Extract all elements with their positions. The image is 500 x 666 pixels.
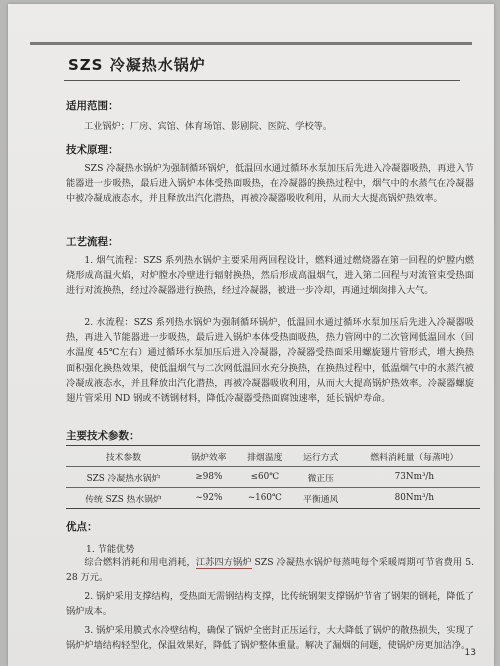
page-title: SZS 冷凝热水锅炉 <box>68 56 206 74</box>
process-item-2: 2. 水流程：SZS 系列热水锅炉为强制循环锅炉，低温回水通过循环水泵加压后先进入冷凝器吸热，再进入节能器进一步吸热，最后进入锅炉本体受热面吸热，热力管网中的二次管网低温回水（回水温度 45℃左右）通过循环水泵加压后进入冷凝器，冷凝器受热面采用螺旋翅片管形式，增大换热面积强化换热效果，使低温烟气与二次网低温回水充分换热，在换热过程中，低温烟气中的水蒸汽被冷凝成液态水，并且释放出汽化潜热，再被冷凝器吸收利用，从而大大提高锅炉热效率。冷凝器螺旋翅片管采用 ND 钢或不锈钢材料，降低冷凝器受热面腐蚀速率，延长锅炉寿命。 <box>66 317 474 405</box>
table-cell: 80Nm³/h <box>349 488 480 509</box>
advantage-1-title: 1. 节能优势 <box>86 544 135 555</box>
col-header: 运行方式 <box>293 446 349 467</box>
advantage-3-text: 3. 锅炉采用膜式水冷壁结构，确保了锅炉全密封正压运行，大大降低了锅炉的散热损失，实现了锅炉炉墙结构轻型化，保温效果好，降低了锅炉整体重量。解决了漏烟的问题，使锅炉房更加洁净。 <box>66 625 474 652</box>
table-row <box>66 467 480 488</box>
advantage-2-text: 2. 锅炉采用支撑结构，受热面无需钢结构支撑，比传统钢架支撑锅炉节省了钢架的钢耗，降低了锅炉成本。 <box>66 591 474 618</box>
params-heading: 主要技术参数： <box>66 430 140 442</box>
table-cell: 平衡通风 <box>293 488 349 509</box>
col-header: 锅炉效率 <box>181 446 237 467</box>
table-cell: ~92% <box>181 488 237 509</box>
scope-text: 工业锅炉；厂房、宾馆、体育场馆、影剧院、医院、学校等。 <box>84 121 333 132</box>
advantage-1-text-b: SZS 冷凝热水锅炉每蒸吨每个采暖周期可节省费用 5. 28 万元。 <box>66 557 475 584</box>
advantage-1-text-a: 综合燃料消耗和用电消耗， <box>84 557 196 568</box>
table-row <box>66 488 480 509</box>
col-header: 燃料消耗量（每蒸吨） <box>349 446 480 467</box>
table-cell: ≤60℃ <box>237 467 293 488</box>
title-rule <box>64 80 460 81</box>
col-header: 排烟温度 <box>237 446 293 467</box>
table-cell: ≥98% <box>181 467 237 488</box>
highlighted-company-name: 江苏四方锅炉 <box>195 557 252 568</box>
advantages-heading: 优点： <box>66 521 98 533</box>
top-divider <box>30 42 472 45</box>
table-cell: 微正压 <box>293 467 349 488</box>
params-table <box>66 445 480 509</box>
principle-heading: 技术原理： <box>66 144 119 156</box>
table-cell: 传统 SZS 热水锅炉 <box>66 488 181 509</box>
principle-text: SZS 冷凝热水锅炉为强制循环锅炉，低温回水通过循环水泵加压后先进入冷凝器吸热，再进入节能器进一步吸热，最后进入锅炉本体受热面吸热，在冷凝器的换热过程中，烟气中的水蒸气在冷凝器中被冷凝成液态水，并且释放出汽化潜热，再被冷凝器吸收利用，从而大大提高锅炉热效率。 <box>66 163 474 205</box>
col-header: 技术参数 <box>66 446 181 467</box>
page-number: 13 <box>464 648 476 658</box>
table-header-row <box>66 446 480 467</box>
document-page <box>8 4 494 666</box>
advantage-1-text <box>66 555 474 585</box>
scope-heading: 适用范围： <box>66 100 119 112</box>
process-item-1: 1. 烟气流程：SZS 系列热水锅炉主要采用两回程设计，燃料通过燃烧器在第一回程的炉膛内燃烧形成高温火焰，对炉膛水冷壁进行辐射换热，然后形成高温烟气，进入第二回程与对流管束受热面进行对流换热，经过冷凝器进行换热，经过冷凝器，被进一步冷却，再通过烟囱排入大气。 <box>66 255 474 297</box>
table-cell: ~160℃ <box>237 488 293 509</box>
table-cell: 73Nm³/h <box>349 467 480 488</box>
process-heading: 工艺流程： <box>66 236 119 248</box>
table-cell: SZS 冷凝热水锅炉 <box>66 467 181 488</box>
